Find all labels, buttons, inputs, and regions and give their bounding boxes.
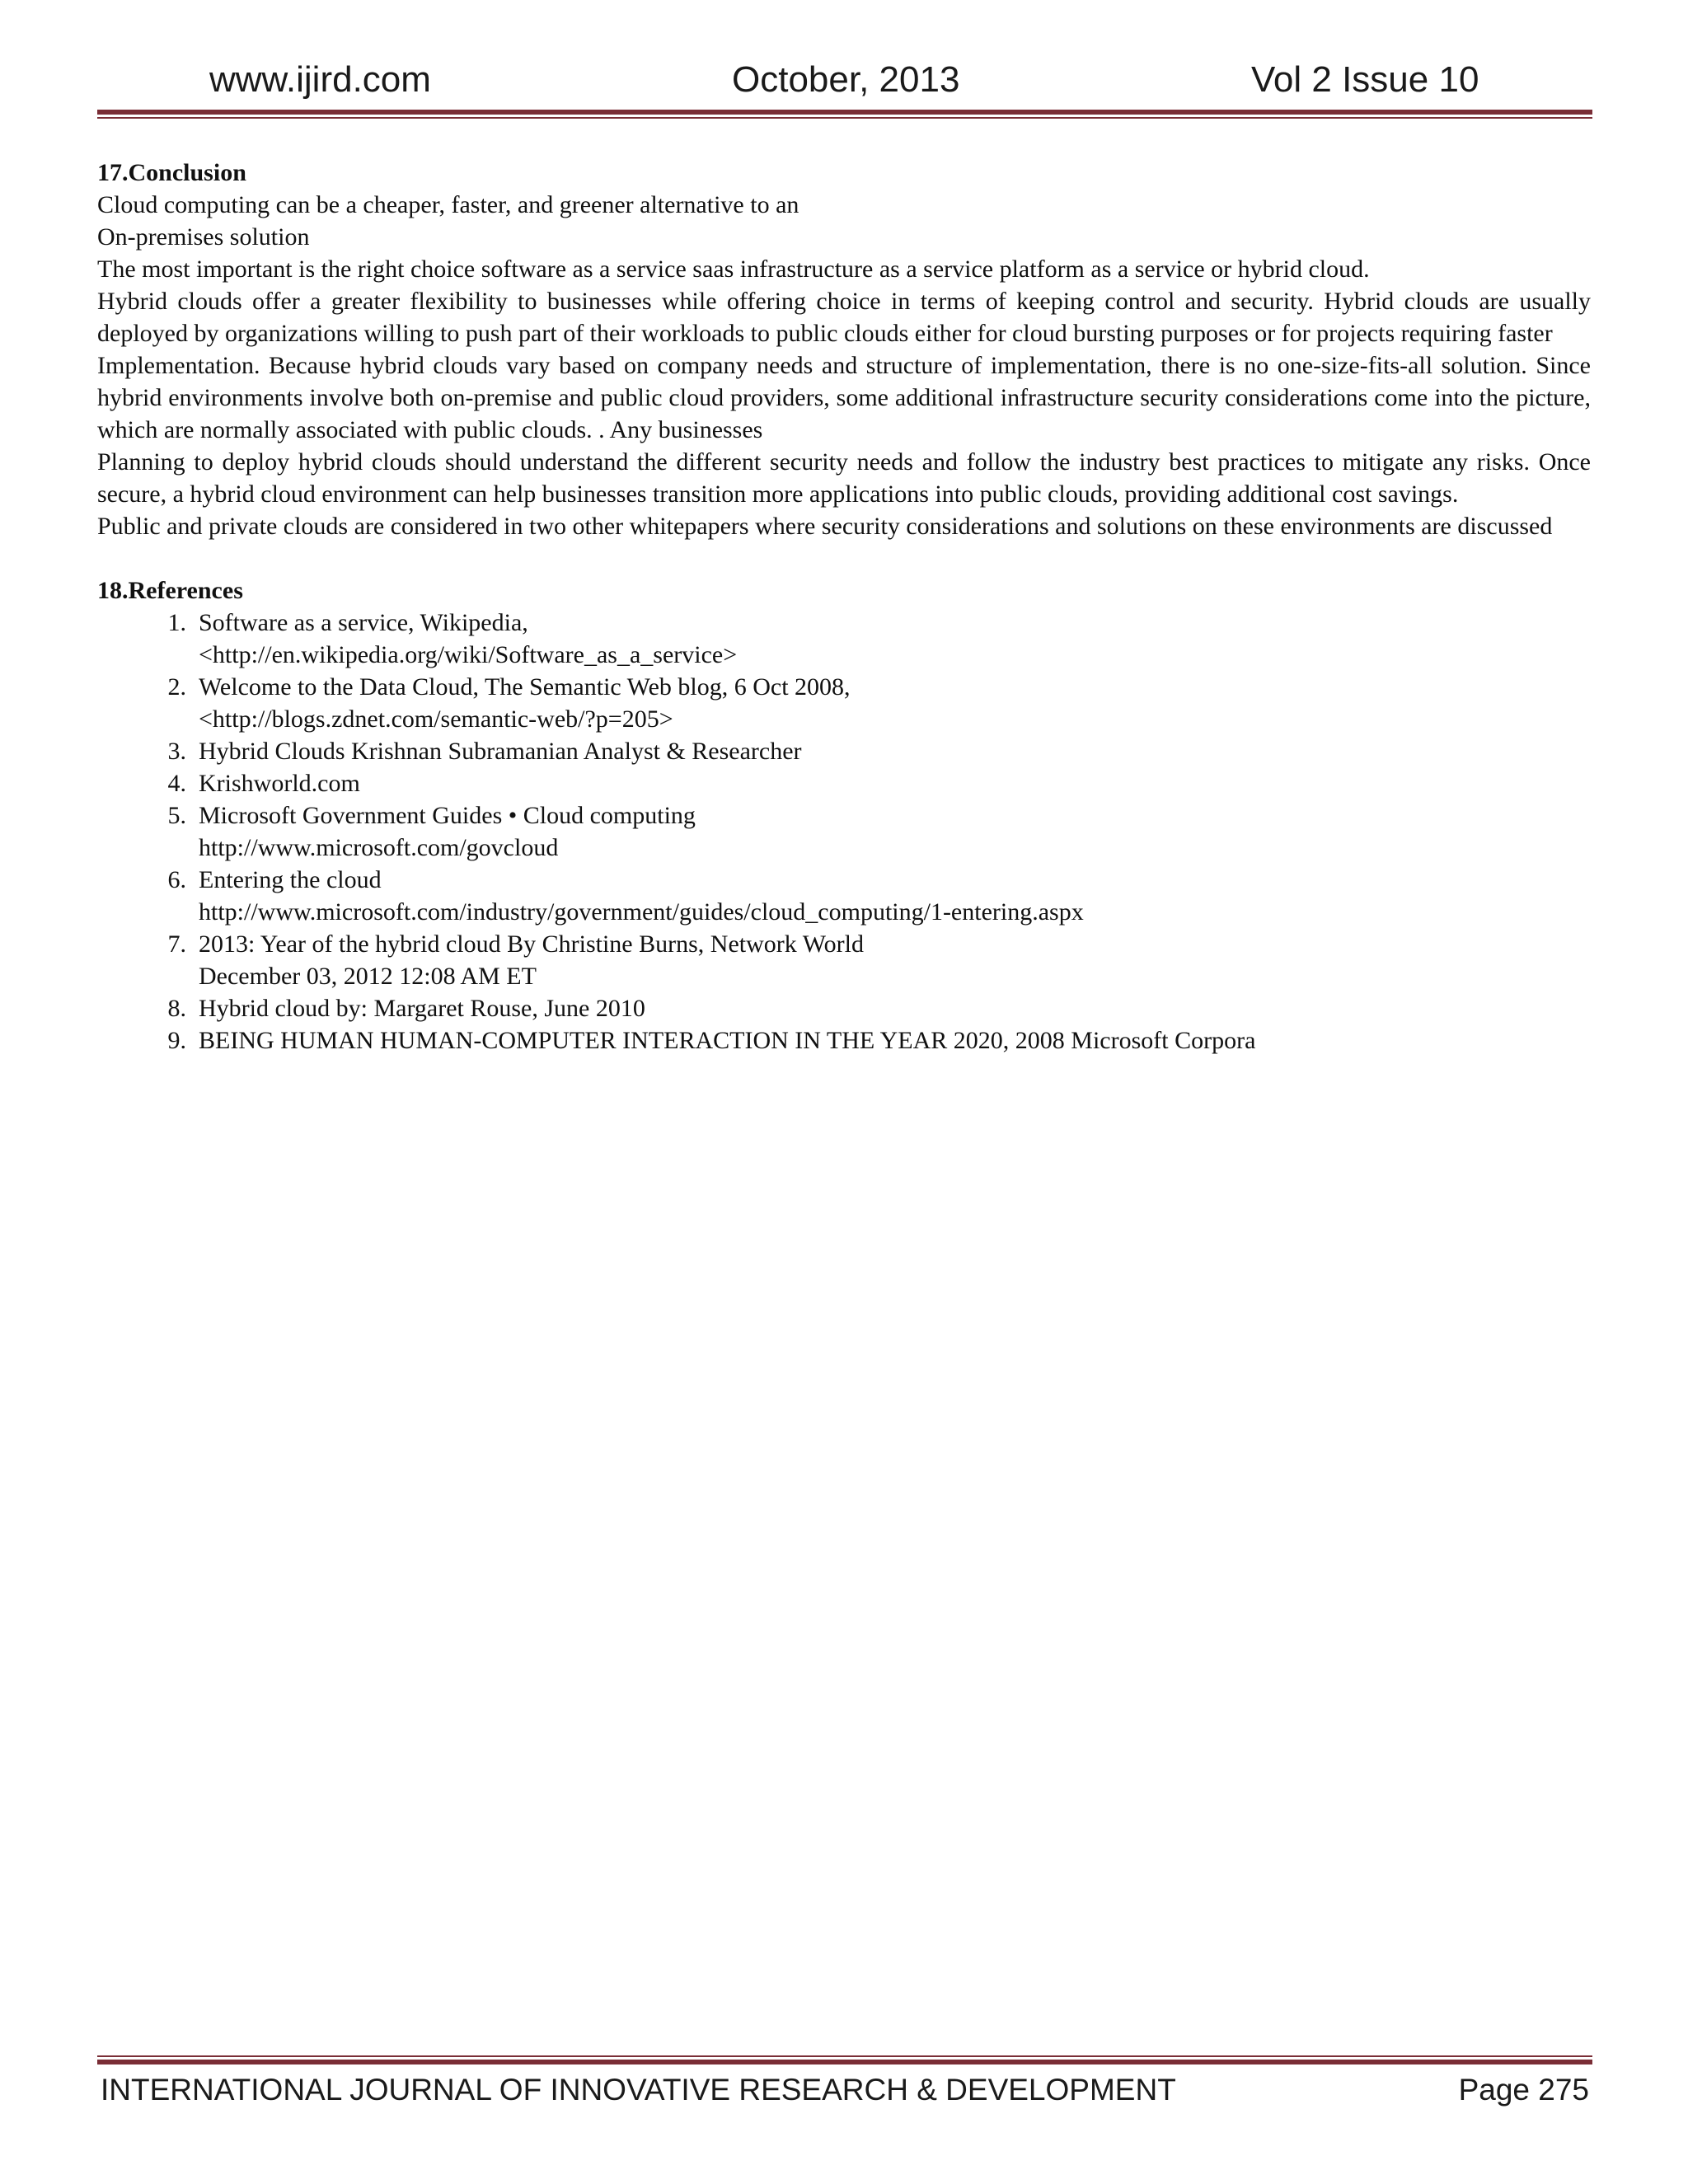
header-rule-thick bbox=[97, 110, 1592, 115]
reference-text: Krishworld.com bbox=[199, 770, 360, 797]
reference-number: 7. bbox=[167, 930, 186, 958]
reference-text: Microsoft Government Guides • Cloud computing bbox=[199, 802, 696, 829]
reference-url: http://www.microsoft.com/govcloud bbox=[199, 834, 559, 861]
reference-list bbox=[97, 607, 1591, 1057]
reference-number: 2. bbox=[167, 673, 186, 701]
reference-number: 1. bbox=[167, 609, 186, 636]
reference-number: 9. bbox=[167, 1027, 186, 1054]
reference-number: 4. bbox=[167, 770, 186, 797]
reference-item bbox=[97, 671, 1591, 735]
reference-text: Software as a service, Wikipedia, bbox=[199, 609, 528, 636]
conclusion-paragraph: Public and private clouds are considered in two other whitepapers where security considerations and solutions on these environments are discussed bbox=[97, 513, 1553, 540]
reference-text: Entering the cloud bbox=[199, 866, 382, 893]
reference-text: Hybrid Clouds Krishnan Subramanian Analyst & Researcher bbox=[199, 738, 802, 765]
references-heading: 18.References bbox=[97, 577, 243, 604]
header-website: www.ijird.com bbox=[209, 59, 431, 100]
header-volume: Vol 2 Issue 10 bbox=[1251, 59, 1479, 100]
reference-text: 2013: Year of the hybrid cloud By Christine Burns, Network World bbox=[199, 930, 864, 958]
reference-item bbox=[97, 607, 1591, 671]
footer-page-number: Page 275 bbox=[1458, 2073, 1589, 2107]
reference-url: http://www.microsoft.com/industry/government/guides/cloud_computing/1-entering.aspx bbox=[199, 898, 1084, 926]
footer-rule-thin bbox=[97, 2055, 1592, 2057]
reference-url: <http://en.wikipedia.org/wiki/Software_as_a_service> bbox=[199, 641, 738, 668]
reference-text: Hybrid cloud by: Margaret Rouse, June 2010 bbox=[199, 995, 645, 1022]
section-spacer bbox=[97, 542, 1591, 574]
conclusion-line: On-premises solution bbox=[97, 223, 310, 251]
conclusion-paragraph: Implementation. Because hybrid clouds vary based on company needs and structure of implementation, there is no one-size-fits-all solution. Since hybrid environments involve both on-premise and public cloud providers, some additional infrastructure security considerations come into the picture, which are normally associated with public clouds. . Any businesses bbox=[97, 352, 1591, 443]
conclusion-line: Cloud computing can be a cheaper, faster, and greener alternative to an bbox=[97, 191, 799, 218]
page-footer bbox=[97, 2073, 1592, 2114]
reference-number: 8. bbox=[167, 995, 186, 1022]
footer-journal-name: INTERNATIONAL JOURNAL OF INNOVATIVE RESEARCH & DEVELOPMENT bbox=[101, 2073, 1176, 2107]
reference-text: BEING HUMAN HUMAN-COMPUTER INTERACTION IN THE YEAR 2020, 2008 Microsoft Corpora bbox=[199, 1027, 1256, 1054]
reference-item bbox=[97, 864, 1591, 928]
conclusion-paragraph: Hybrid clouds offer a greater flexibility to businesses while offering choice in terms of keeping control and security. Hybrid clouds are usually deployed by organizations willing to push part of their workloads to public clouds either for cloud bursting purposes or for projects requiring faster bbox=[97, 288, 1591, 347]
reference-item bbox=[97, 799, 1591, 864]
conclusion-line: The most important is the right choice software as a service saas infrastructure as a service platform as a service or hybrid cloud. bbox=[97, 255, 1370, 283]
reference-item bbox=[97, 735, 1591, 767]
reference-number: 6. bbox=[167, 866, 186, 893]
reference-number: 3. bbox=[167, 738, 186, 765]
reference-item bbox=[97, 767, 1591, 799]
page-header bbox=[97, 59, 1592, 109]
reference-item bbox=[97, 1024, 1591, 1057]
header-date: October, 2013 bbox=[732, 59, 960, 100]
header-rule-thin bbox=[97, 117, 1592, 119]
conclusion-heading: 17.Conclusion bbox=[97, 159, 246, 186]
reference-item bbox=[97, 992, 1591, 1024]
conclusion-paragraph: Planning to deploy hybrid clouds should understand the different security needs and follow the industry best practices to mitigate any risks. Once secure, a hybrid cloud environment can help businesses transition more applications into public clouds, providing additional cost savings. bbox=[97, 448, 1591, 508]
reference-url: <http://blogs.zdnet.com/semantic-web/?p=205> bbox=[199, 705, 673, 733]
footer-rule-thick bbox=[97, 2060, 1592, 2064]
reference-detail: December 03, 2012 12:08 AM ET bbox=[199, 963, 537, 990]
page-body bbox=[97, 157, 1591, 1057]
reference-text: Welcome to the Data Cloud, The Semantic Web blog, 6 Oct 2008, bbox=[199, 673, 851, 701]
reference-number: 5. bbox=[167, 802, 186, 829]
reference-item bbox=[97, 928, 1591, 992]
